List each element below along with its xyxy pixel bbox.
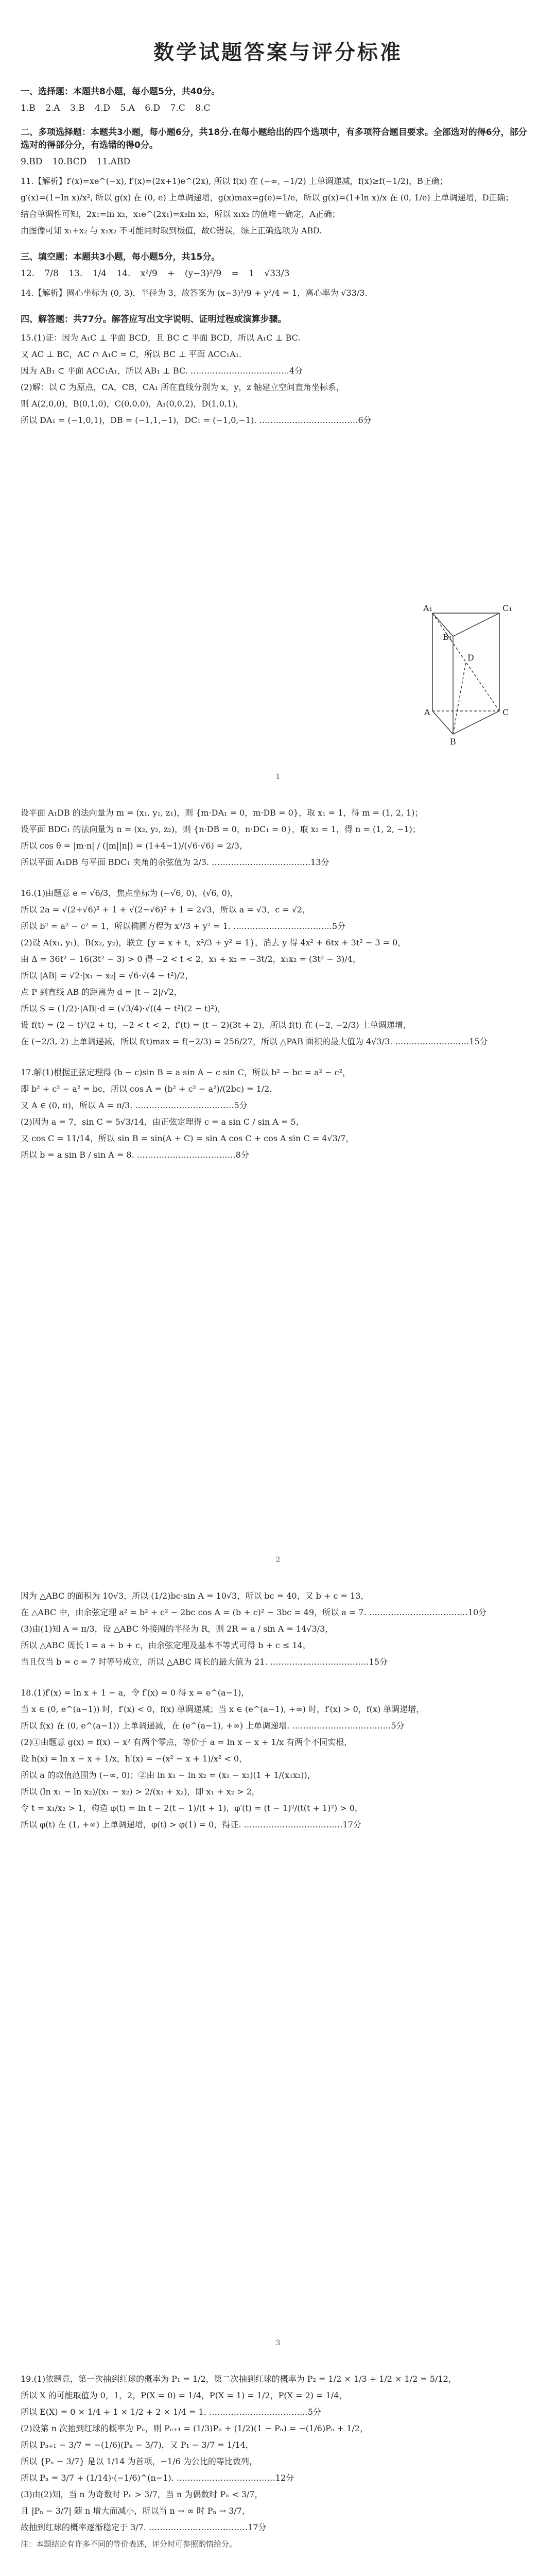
q17b-line-3: (3)由(1)知 A = π/3，设 △ABC 外接圆的半径为 R，则 2R = a / sin A = 14√3/3， (21, 1624, 334, 1634)
page-title: 数学试题答案与评分标准 (153, 41, 403, 64)
edge-b-c (453, 711, 499, 734)
q15-line-5: 则 A(2,0,0)，B(0,1,0)，C(0,0,0)，A₁(0,0,2)，D(1,0,1)， (21, 399, 244, 409)
q11-line-4: 由图像可知 x₁+x₂ 与 x₁x₂ 不可能同时取到极值，故C错误，综上正确选项为 ABD. (21, 226, 322, 235)
q15-line-1: 15.(1)证：因为 A₁C ⊥ 平面 BCD，且 BC ⊂ 平面 BCD，所以 A₁C ⊥ BC. (21, 333, 301, 343)
section-1-answers: 1.B 2.A 3.B 4.D 5.A 6.D 7.C 8.C (21, 103, 211, 113)
q15-line-3: 因为 AB₁ ⊂ 平面 ACC₁A₁，所以 AB₁ ⊥ BC. ………………………………4分 (21, 366, 303, 376)
q18-line-5: 设 h(x) = ln x − x + 1/x，h′(x) = −(x² − x + 1)/x² < 0， (21, 1754, 248, 1764)
q16-line-1: 16.(1)由题意 e = √6/3，焦点坐标为 (−√6, 0)，(√6, 0)， (21, 888, 239, 898)
label-a1: A₁ (423, 603, 432, 613)
section-1-heading: 一、选择题：本题共8小题，每小题5分，共40分。 (21, 87, 220, 97)
q15-line-4: (2)解：以 C 为原点，CA，CB，CA₁ 所在直线分别为 x，y，z 轴建立空间直角坐标系， (21, 382, 344, 392)
q19-line-2: 所以 X 的可能取值为 0，1，2，P(X = 0) = 1/4，P(X = 1) = 1/2，P(X = 2) = 1/4， (21, 2391, 348, 2400)
q16-line-6: 所以 |AB| = √2·|x₁ − x₂| = √6·√(4 − t²)/2， (21, 971, 194, 980)
q19-note: 注：本题结论有许多不同的等价表述，评分时可参照酌情给分。 (21, 2539, 237, 2549)
q17-line-3: 又 A ∈ (0, π)，所以 A = π/3. ………………………………5分 (21, 1100, 248, 1110)
q18-line-6: 所以 a 的取值范围为 (−∞, 0)；②由 ln x₁ − ln x₂ = (x₁ − x₂)(1 + 1/(x₁x₂))， (21, 1770, 316, 1780)
q17b-line-2: 在 △ABC 中，由余弦定理 a² = b² + c² − 2bc cos A = (b + c)² − 3bc = 49，所以 a = 7. ………………………………10分 (21, 1607, 487, 1617)
section-3-heading: 三、填空题：本题共3小题，每小题5分，共15分。 (21, 252, 220, 262)
label-b: B (450, 737, 456, 747)
q19-line-3: 所以 E(X) = 0 × 1/4 + 1 × 1/2 + 2 × 1/4 = 1. ………………………………5分 (21, 2407, 322, 2417)
q18-line-4: (2)①由题意 g(x) = f(x) − x² 有两个零点，等价于 a = ln x − x + 1/x 有两个不同实根， (21, 1737, 353, 1747)
q15b-line-4: 所以平面 A₁DB 与平面 BDC₁ 夹角的余弦值为 2/3. ………………………………13分 (21, 857, 329, 867)
q15b-line-2: 设平面 BDC₁ 的法向量为 n = (x₂, y₂, z₂)，则 {n·DB = 0，n·DC₁ = 0}，取 x₂ = 1，得 n = (1, 2, −1)； (21, 824, 421, 834)
q19-line-1: 19.(1)依题意，第一次抽到红球的概率为 P₁ = 1/2，第二次抽到红球的概率为 P₂ = 1/2 × 1/3 + 1/2 × 1/2 = 5/12， (21, 2374, 457, 2384)
q18-line-1: 18.(1)f′(x) = ln x + 1 − a，令 f′(x) = 0 得 x = e^(a−1)， (21, 1688, 250, 1698)
edge-b1-c1 (453, 613, 499, 636)
q19-line-5: 所以 Pₙ₊₁ − 3/7 = −(1/6)(Pₙ − 3/7)，又 P₁ − 3/7 = 1/14， (21, 2440, 254, 2450)
label-a: A (424, 707, 430, 717)
page-3 (0, 1587, 556, 1834)
q18-line-8: 令 t = x₁/x₂ > 1，构造 φ(t) = ln t − 2(t − 1)/(t + 1)，φ′(t) = (t − 1)²/(t(t + 1)²) > 0， (21, 1803, 363, 1813)
q19-line-6: 所以 {Pₙ − 3/7} 是以 1/14 为首项，−1/6 为公比的等比数列， (21, 2456, 257, 2466)
q16-line-3: 所以 b² = a² − c² = 1，所以椭圆方程为 x²/3 + y² = 1. ………………………………5分 (21, 921, 346, 931)
q16-line-4: (2)设 A(x₁, y₁)，B(x₂, y₂)，联立 {y = x + t，x²/3 + y² = 1}，消去 y 得 4x² + 6tx + 3t² − 3 = 0， (21, 938, 406, 947)
q16-line-9: 设 f(t) = (2 − t)²(2 + t)，−2 < t < 2，f′(t) = (t − 2)(3t + 2)，所以 f(t) 在 (−2, −2/3) 上单调递增， (21, 1020, 411, 1030)
page-number: 2 (275, 1556, 281, 1564)
q19-line-7: 所以 Pₙ = 3/7 + (1/14)·(−1/6)^(n−1). ………………………………12分 (21, 2473, 294, 2483)
q17-line-5: 又 cos C = 11/14，所以 sin B = sin(A + C) = sin A cos C + cos A sin C = 4√3/7， (21, 1133, 354, 1143)
edge-a-b (432, 711, 453, 734)
prism-figure (412, 592, 525, 747)
q14-explanation: 14.【解析】圆心坐标为 (0, 3)，半径为 3，故答案为 (x−3)²/9 + y²/4 = 1，离心率为 √33/3. (21, 288, 368, 298)
edge-b-d (453, 662, 466, 734)
section-3-answers: 12. 7/8 13. 1/4 14. x²/9 + (y−3)²/9 = 1 √33/3 (21, 268, 290, 279)
q16-line-2: 所以 2a = √(2+√6)² + 1 + √(2−√6)² + 1 = 2√3，所以 a = √3，c = √2， (21, 905, 311, 914)
q15b-line-3: 所以 cos θ = |m·n| / (|m||n|) = (1+4−1)/(√6·√6) = 2/3， (21, 841, 248, 851)
label-d: D (467, 653, 474, 663)
q17b-line-5: 当且仅当 b = c = 7 时等号成立，所以 △ABC 周长的最大值为 21. ………………………………15分 (21, 1657, 388, 1667)
label-c1: C₁ (502, 603, 512, 613)
page-4 (0, 2370, 556, 2553)
page-number: 3 (275, 2339, 281, 2347)
label-b1: B₁ (443, 632, 453, 642)
page-number: 1 (275, 773, 281, 781)
q15-line-2: 又 AC ⊥ BC，AC ∩ A₁C = C，所以 BC ⊥ 平面 ACC₁A₁. (21, 349, 242, 359)
q19-line-9: 且 |Pₙ − 3/7| 随 n 增大而减小，所以当 n → ∞ 时 Pₙ → 3/7， (21, 2506, 250, 2516)
section-4-heading: 四、解答题：共77分。解答应写出文字说明、证明过程或演算步骤。 (21, 314, 287, 325)
q17-line-2: 即 b² + c² − a² = bc，所以 cos A = (b² + c² − a²)/(2bc) = 1/2， (21, 1084, 278, 1094)
page-1 (0, 21, 556, 747)
q16-line-8: 所以 S = (1/2)·|AB|·d = (√3/4)·√((4 − t²)(2 − t)²)， (21, 1004, 226, 1013)
section-2-heading: 二、多项选择题：本题共3小题，每小题6分，共18分.在每小题给出的四个选项中，有多项符合题目要求。全部选对的得6分，部分选对的得部分分，有选错的得0分。 (21, 127, 527, 150)
q15-line-6: 所以 DA₁ = (−1,0,1)，DB = (−1,1,−1)，DC₁ = (−1,0,−1). ………………………………6分 (21, 415, 372, 425)
q17b-line-4: 所以 △ABC 周长 l = a + b + c，由余弦定理及基本不等式可得 b + c ≤ 14， (21, 1640, 311, 1650)
q16-line-5: 由 Δ = 36t² − 16(3t² − 3) > 0 得 −2 < t < 2，x₁ + x₂ = −3t/2，x₁x₂ = (3t² − 3)/4， (21, 954, 361, 964)
q17b-line-1: 因为 △ABC 的面积为 10√3，所以 (1/2)bc·sin A = 10√3，所以 bc = 40，又 b + c = 13， (21, 1591, 369, 1601)
edge-c-a1 (432, 613, 499, 711)
label-c: C (502, 707, 509, 717)
q18-line-2: 当 x ∈ (0, e^(a−1)) 时，f′(x) < 0，f(x) 单调递减；当 x ∈ (e^(a−1), +∞) 时，f′(x) > 0，f(x) 单调递增， (21, 1704, 425, 1714)
section-2-answers: 9.BD 10.BCD 11.ABD (21, 157, 131, 167)
q18-line-9: 所以 φ(t) 在 (1, +∞) 上单调递增，φ(t) > φ(1) = 0，得证. ………………………………17分 (21, 1820, 361, 1829)
q11-line-3: 结合单调性可知，2x₁=ln x₂，x₁e^(2x₁)=x₂ln x₂，所以 x₁x₂ 的值唯一确定，A正确； (21, 209, 340, 219)
q16-line-10: 在 (−2/3, 2) 上单调递减，所以 f(t)max = f(−2/3) = 256/27，所以 △PAB 面积的最大值为 4√3/3. ………………………15分 (21, 1037, 488, 1046)
q17-line-6: 所以 b = a sin B / sin A = 8. ………………………………8分 (21, 1150, 249, 1160)
q18-line-3: 所以 f(x) 在 (0, e^(a−1)) 上单调递减，在 (e^(a−1), +∞) 上单调递增. ………………………………5分 (21, 1721, 405, 1731)
q11-line-1: 11.【解析】f′(x)=xe^(−x), f′(x)=(2x+1)e^(2x), 所以 f(x) 在 (−∞, −1/2) 上单调递减，f(x)≥f(−1/2)，B正确； (21, 176, 448, 186)
page-2 (0, 804, 556, 1164)
q17-line-4: (2)因为 a = 7，sin C = 5√3/14，由正弦定理得 c = a sin C / sin A = 5， (21, 1117, 304, 1127)
q19-line-10: 故抽到红球的概率逐渐稳定于 3/7. ………………………………17分 (21, 2522, 267, 2532)
q15b-line-1: 设平面 A₁DB 的法向量为 m = (x₁, y₁, z₁)，则 {m·DA₁ = 0，m·DB = 0}，取 x₁ = 1，得 m = (1, 2, 1)； (21, 808, 423, 818)
q19-line-4: (2)设第 n 次抽到红球的概率为 Pₙ，则 Pₙ₊₁ = (1/3)Pₙ + (1/2)(1 − Pₙ) = −(1/6)Pₙ + 1/2， (21, 2424, 369, 2433)
q19-line-8: (3)由(2)知，当 n 为奇数时 Pₙ > 3/7，当 n 为偶数时 Pₙ < 3/7， (21, 2489, 263, 2499)
q11-line-2: g′(x)=(1−ln x)/x², 所以 g(x) 在 (0, e) 上单调递增，g(x)max=g(e)=1/e，所以 g(x)=(1+ln x)/x 在 (0, 1/e) 上单调递增，D正确； (21, 193, 514, 202)
q16-line-7: 点 P 到直线 AB 的距离为 d = |t − 2|/√2， (21, 987, 183, 997)
q17-line-1: 17.解(1)根据正弦定理得 (b − c)sin B = a sin A − c sin C，所以 b² − bc = a² − c²， (21, 1067, 351, 1077)
q18-line-7: 所以 (ln x₁ − ln x₂)/(x₁ − x₂) > 2/(x₁ + x₂)，即 x₁ + x₂ > 2， (21, 1787, 260, 1797)
